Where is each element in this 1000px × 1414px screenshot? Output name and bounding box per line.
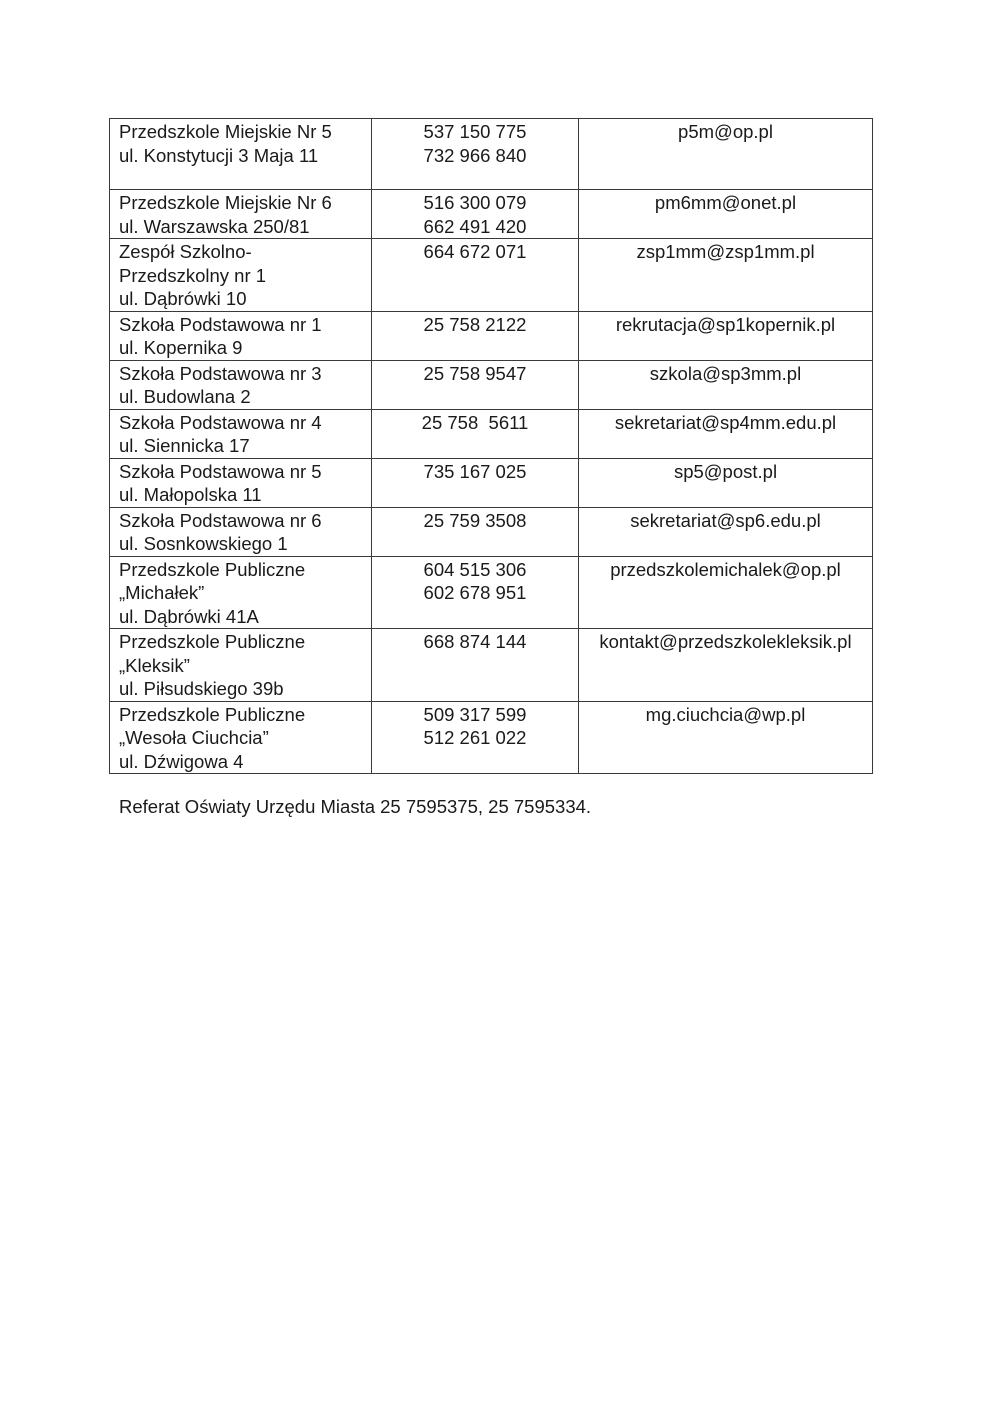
contacts-table [109, 118, 873, 774]
phone-number: 664 672 071 [423, 241, 527, 262]
email-cell [579, 409, 873, 458]
institution-address: ul. Budowlana 2 [119, 386, 251, 407]
phone-cell [372, 629, 579, 702]
phone-number: 735 167 025 [423, 460, 527, 482]
table-row [110, 409, 873, 458]
email-cell [579, 360, 873, 409]
institution-cell [110, 190, 372, 239]
phone-cell [372, 360, 579, 409]
phone-number: 25 758 5611 [421, 411, 529, 433]
footer-note: Referat Oświaty Urzędu Miasta 25 7595375, 25 7595334. [119, 796, 592, 817]
phone-cell [372, 119, 579, 190]
email-cell [579, 629, 873, 702]
institution-cell [110, 239, 372, 312]
phone-number: 516 300 079 [423, 192, 527, 213]
institution-cell [110, 458, 372, 507]
institution-name-line: Szkoła Podstawowa nr 1 [119, 313, 322, 335]
email-cell [579, 556, 873, 629]
institution-address: ul. Sosnkowskiego 1 [119, 533, 288, 554]
table-row [110, 190, 873, 239]
institution-cell [110, 119, 372, 190]
table-row [110, 311, 873, 360]
phone-number: 25 759 3508 [423, 509, 527, 531]
institution-name-line: Przedszkole Publiczne [119, 631, 306, 652]
email-cell [579, 119, 873, 190]
institution-name-line: Zespół Szkolno- [119, 241, 252, 262]
institution-address: ul. Małopolska 11 [119, 484, 262, 505]
phone-cell [372, 409, 579, 458]
email-address: zsp1mm@zsp1mm.pl [636, 241, 815, 262]
institution-cell [110, 507, 372, 556]
email-address: p5m@op.pl [678, 121, 773, 142]
table-row [110, 239, 873, 312]
institution-cell [110, 360, 372, 409]
email-cell [579, 701, 873, 774]
institution-name-line: Przedszkole Publiczne [119, 703, 306, 725]
institution-address: ul. Warszawska 250/81 [119, 215, 310, 237]
email-address: sp5@post.pl [673, 460, 778, 482]
institution-cell [110, 409, 372, 458]
table-row [110, 119, 873, 190]
email-address: pm6mm@onet.pl [654, 192, 797, 213]
phone-cell [372, 556, 579, 629]
email-address: przedszkolemichalek@op.pl [610, 558, 841, 580]
email-address: szkola@sp3mm.pl [649, 362, 802, 384]
phone-number: 25 758 2122 [423, 313, 527, 335]
institution-cell [110, 701, 372, 774]
institution-address: ul. Dąbrówki 41A [119, 605, 259, 627]
institution-cell [110, 629, 372, 702]
institution-name-line: Szkoła Podstawowa nr 6 [119, 509, 322, 531]
table-row [110, 458, 873, 507]
institution-name-line: „Kleksik” [119, 654, 190, 676]
institution-address: ul. Piłsudskiego 39b [119, 678, 284, 699]
phone-number: 602 678 951 [423, 582, 527, 603]
table-row [110, 556, 873, 629]
email-cell [579, 458, 873, 507]
institution-name-line: Przedszkole Miejskie Nr 5 [119, 121, 332, 142]
email-cell [579, 311, 873, 360]
phone-cell [372, 701, 579, 774]
institution-cell [110, 311, 372, 360]
phone-cell [372, 239, 579, 312]
email-cell [579, 190, 873, 239]
phone-number: 604 515 306 [423, 558, 527, 580]
institution-name-line: „Wesoła Ciuchcia” [119, 727, 269, 748]
institution-address: ul. Dźwigowa 4 [119, 750, 244, 772]
phone-number: 509 317 599 [423, 703, 527, 725]
institution-address: ul. Siennicka 17 [119, 435, 250, 456]
email-address: rekrutacja@sp1kopernik.pl [615, 313, 836, 335]
phone-cell [372, 458, 579, 507]
institution-address: ul. Kopernika 9 [119, 337, 243, 358]
institution-address: ul. Konstytucji 3 Maja 11 [119, 144, 319, 166]
institution-name-line: „Michałek” [119, 582, 205, 603]
email-address: sekretariat@sp6.edu.pl [630, 509, 821, 531]
institution-name-line: Szkoła Podstawowa nr 3 [119, 362, 322, 384]
phone-number: 668 874 144 [423, 631, 527, 652]
institution-name-line: Szkoła Podstawowa nr 4 [119, 411, 322, 433]
email-address: kontakt@przedszkolekleksik.pl [599, 631, 852, 652]
phone-cell [372, 190, 579, 239]
institution-name-line: Szkoła Podstawowa nr 5 [119, 460, 322, 482]
table-row [110, 629, 873, 702]
table-row [110, 507, 873, 556]
phone-cell [372, 507, 579, 556]
table-row [110, 701, 873, 774]
institution-name-line: Przedszkolny nr 1 [119, 264, 267, 286]
table-row [110, 360, 873, 409]
phone-number: 662 491 420 [423, 215, 527, 237]
email-address: sekretariat@sp4mm.edu.pl [614, 411, 837, 433]
phone-number: 537 150 775 [423, 121, 527, 142]
institution-name-line: Przedszkole Miejskie Nr 6 [119, 192, 332, 213]
institution-address: ul. Dąbrówki 10 [119, 288, 247, 309]
institution-cell [110, 556, 372, 629]
email-address: mg.ciuchcia@wp.pl [645, 703, 806, 725]
email-cell [579, 239, 873, 312]
phone-number: 512 261 022 [423, 727, 527, 748]
email-cell [579, 507, 873, 556]
phone-number: 25 758 9547 [423, 362, 527, 384]
phone-cell [372, 311, 579, 360]
institution-name-line: Przedszkole Publiczne [119, 558, 306, 580]
phone-number: 732 966 840 [423, 144, 527, 166]
contacts-table-body [110, 119, 873, 774]
